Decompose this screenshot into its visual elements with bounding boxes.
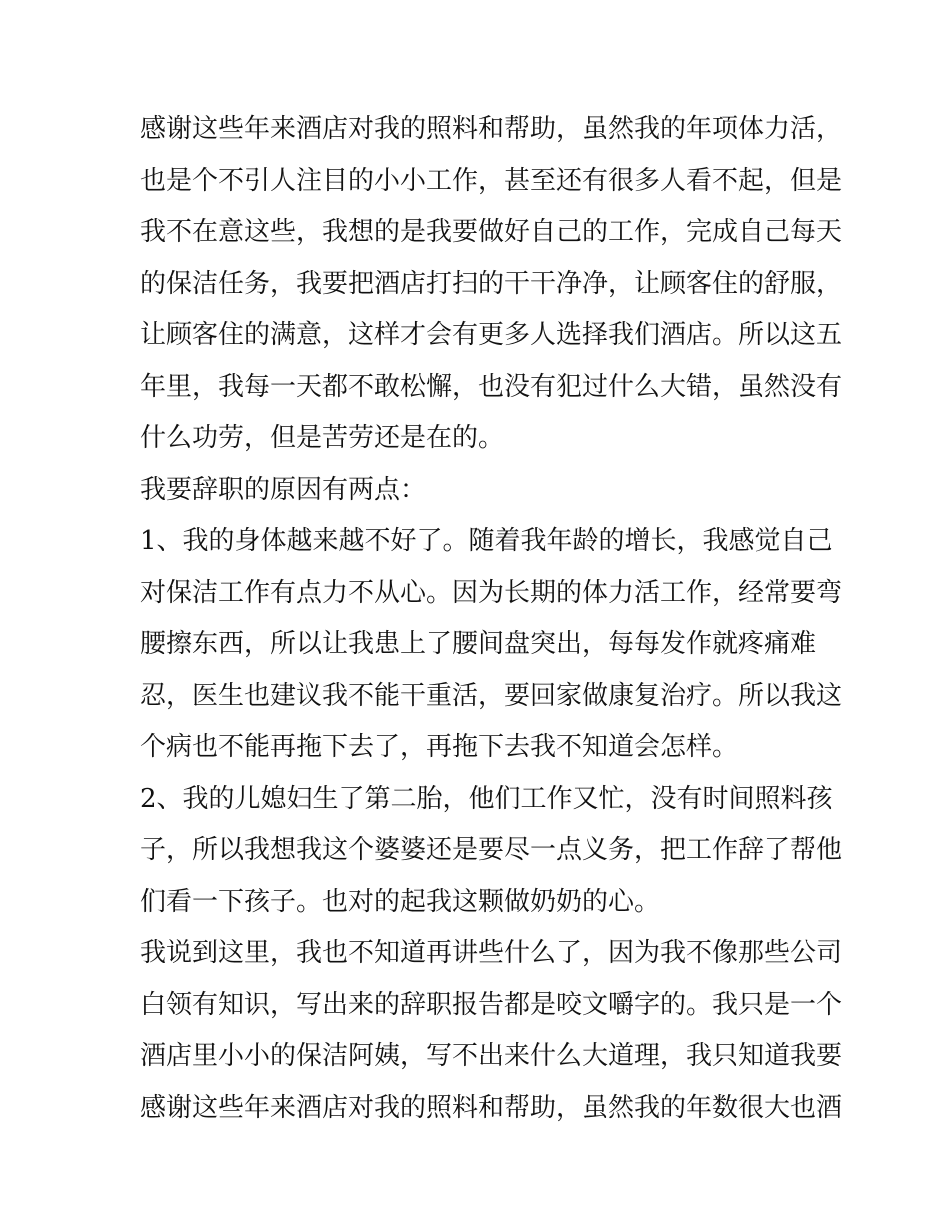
text-line: 我说到这里，我也不知道再讲些什么了，因为我不像那些公司 xyxy=(140,938,843,968)
text-line: 白领有知识，写出来的辞职报告都是咬文嚼字的。我只是一个 xyxy=(140,989,843,1020)
text-line: 感谢这些年来酒店对我的照料和帮助，虽然我的年项体力活， xyxy=(140,114,843,144)
text-line: 什么功劳，但是苦劳还是在的。 xyxy=(140,423,505,453)
text-line: 忍，医生也建议我不能干重活，要回家做康复治疗。所以我这 xyxy=(140,680,843,711)
text-line: 年里，我每一天都不敢松懈，也没有犯过什么大错，虽然没有 xyxy=(140,371,843,402)
text-line: 腰擦东西，所以让我患上了腰间盘突出，每每发作就疼痛难 xyxy=(140,629,817,659)
text-line: 个病也不能再拖下去了，再拖下去我不知道会怎样。 xyxy=(140,732,739,762)
section-heading: 我要辞职的原因有两点： xyxy=(140,474,427,505)
text-line: 1、我的身体越来越不好了。随着我年龄的增长，我感觉自己 xyxy=(140,526,833,556)
text-line: 感谢这些年来酒店对我的照料和帮助，虽然我的年数很大也酒 xyxy=(140,1092,843,1123)
text-line: 酒店里小小的保洁阿姨，写不出来什么大道理，我只知道我要 xyxy=(140,1041,843,1071)
text-line: 让顾客住的满意，这样才会有更多人选择我们酒店。所以这五 xyxy=(140,320,843,350)
text-line: 的保洁任务，我要把酒店打扫的干干净净，让顾客住的舒服， xyxy=(140,268,843,299)
text-line: 2、我的儿媳妇生了第二胎，他们工作又忙，没有时间照料孩 xyxy=(140,783,833,814)
text-line: 对保洁工作有点力不从心。因为长期的体力活工作，经常要弯 xyxy=(140,577,843,608)
text-line: 们看一下孩子。也对的起我这颗做奶奶的心。 xyxy=(140,886,661,917)
text-line: 也是个不引人注目的小小工作，甚至还有很多人看不起，但是 xyxy=(140,165,843,196)
letter-body xyxy=(140,104,843,1134)
text-line: 我不在意这些，我想的是我要做好自己的工作，完成自己每天 xyxy=(140,217,843,247)
text-line: 子，所以我想我这个婆婆还是要尽一点义务，把工作辞了帮他 xyxy=(140,835,843,865)
